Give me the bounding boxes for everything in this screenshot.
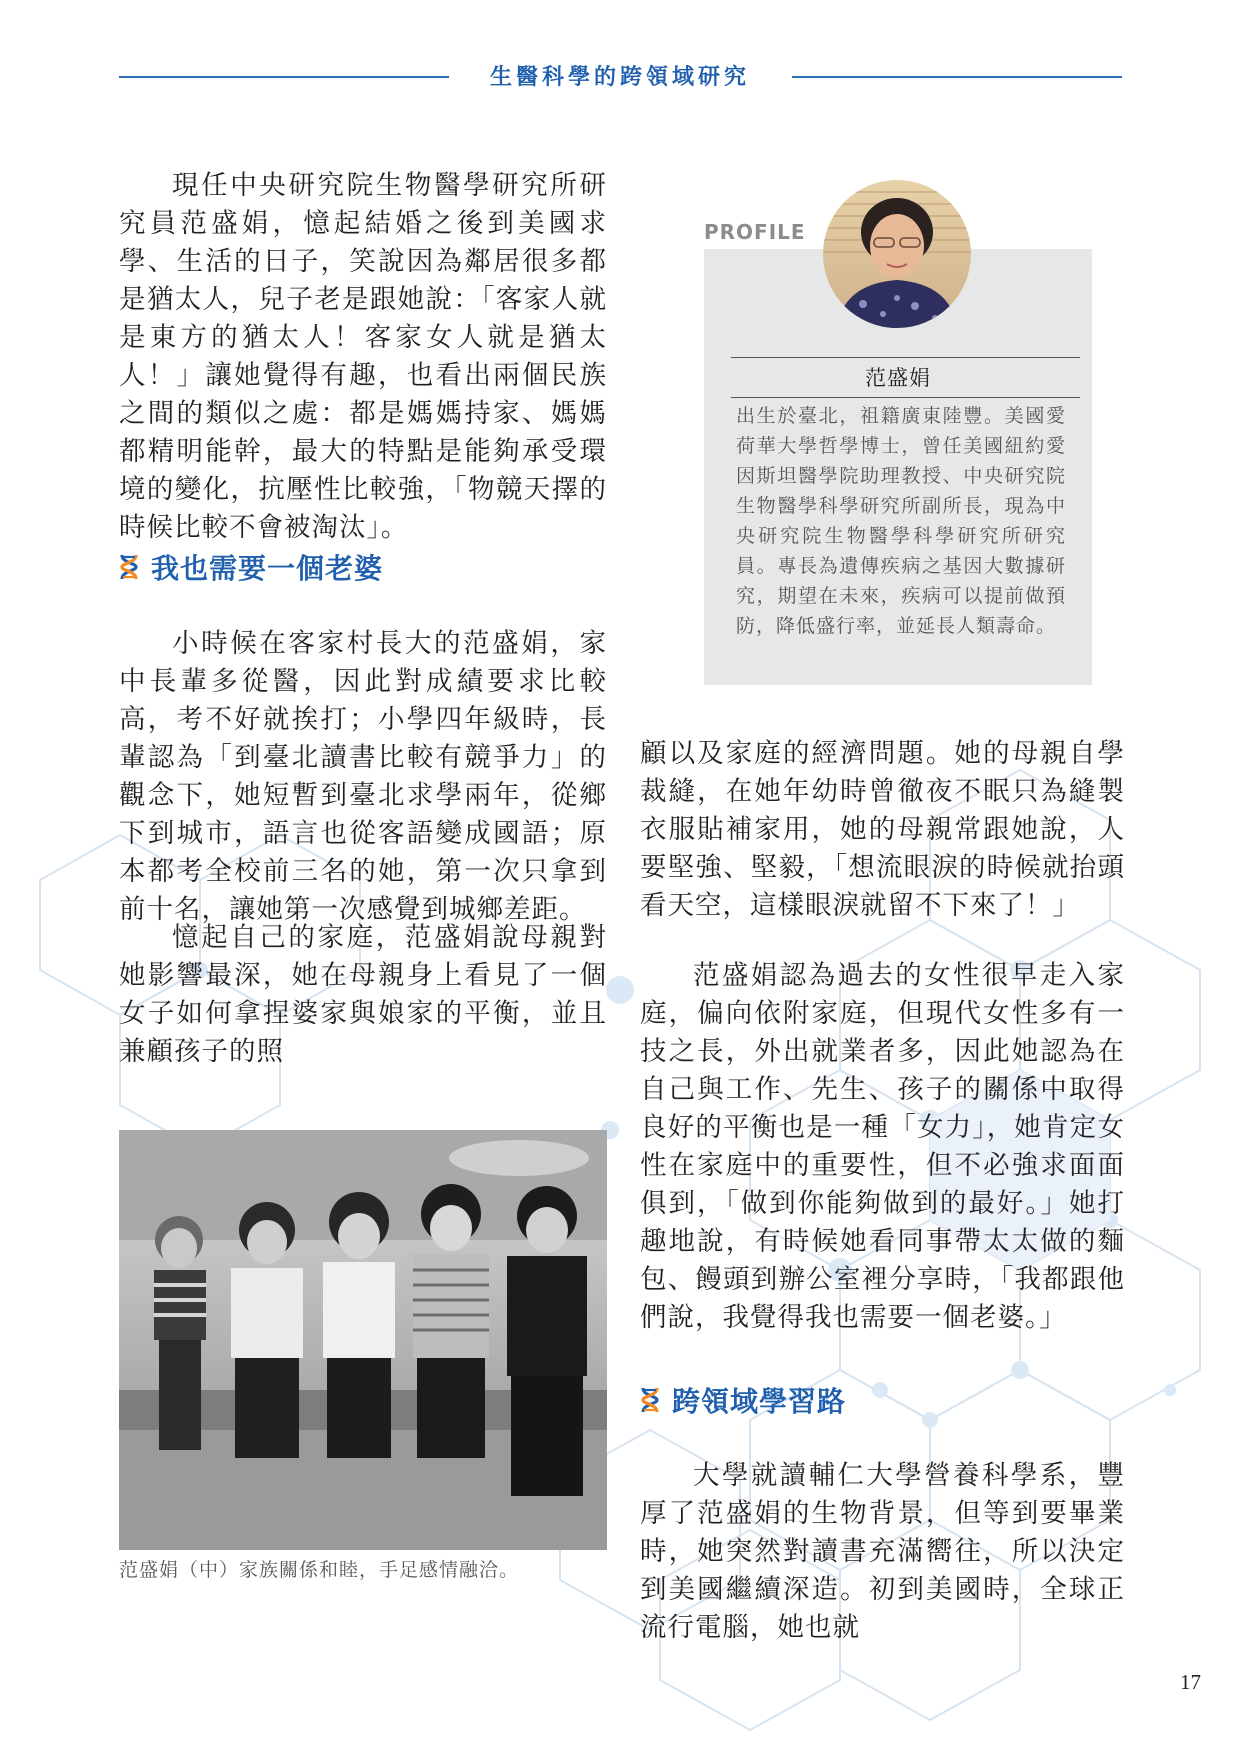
section2-paragraph-block bbox=[640, 1457, 1125, 1647]
profile-portrait bbox=[823, 180, 971, 328]
intro-paragraph: 現任中央研究院生物醫學研究所研究員范盛娟，憶起結婚之後到美國求學、生活的日子，笑說因為鄰居很多都是猶太人，兒子老是跟她說：「客家人就是東方的猶太人！客家女人就是猶太人！」讓她覺得有趣，也看出兩個民族之間的類似之處：都是媽媽持家、媽媽都精明能幹，最大的特點是能夠承受環境的變化，抗壓性比較強，「物競天擇的時候比較不會被淘汰」。 bbox=[119, 170, 607, 543]
section1-paragraph-block-2 bbox=[119, 919, 607, 1071]
family-photo-image bbox=[119, 1130, 607, 1550]
photo-caption: 范盛娟（中）家族關係和睦，手足感情融洽。 bbox=[119, 1559, 520, 1581]
section1-paragraph-2: 憶起自己的家庭，范盛娟說母親對她影響最深，她在母親身上看見了一個女子如何拿捏婆家與娘家的平衡，並且兼顧孩子的照 bbox=[119, 922, 607, 1067]
dna-icon bbox=[119, 553, 139, 581]
section1-paragraph-1: 小時候在客家村長大的范盛娟，家中長輩多從醫，因此對成績要求比較高，考不好就挨打；小學四年級時，長輩認為「到臺北讀書比較有競爭力」的觀念下，她短暫到臺北求學兩年，從鄉下到城市，語言也從客語變成國語；原本都考全校前三名的她，第一次只拿到前十名，讓她第一次感覺到城鄉差距。 bbox=[119, 628, 607, 925]
section-heading-2-text: 跨領域學習路 bbox=[672, 1385, 847, 1418]
profile-name: 范盛娟 bbox=[865, 366, 931, 390]
intro-paragraph-block bbox=[119, 167, 607, 547]
running-header-title: 生醫科學的跨領域研究 bbox=[489, 65, 750, 90]
right-continuation-block bbox=[640, 735, 1125, 925]
profile-bio: 出生於臺北，祖籍廣東陸豐。美國愛荷華大學哲學博士，曾任美國紐約愛因斯坦醫學院助理教授、中央研究院生物醫學科學研究所副所長，現為中央研究院生物醫學科學研究所研究員。專長為遺傳疾病之基因大數據研究，期望在未來，疾病可以提前做預防，降低盛行率，並延長人類壽命。 bbox=[736, 405, 1066, 637]
profile-divider-bottom bbox=[731, 397, 1080, 398]
continuation-paragraph: 顧以及家庭的經濟問題。她的母親自學裁縫，在她年幼時曾徹夜不眠只為縫製衣服貼補家用，她的母親常跟她說，人要堅強、堅毅，「想流眼淚的時候就抬頭看天空，這樣眼淚就留不下來了！」 bbox=[640, 738, 1125, 921]
section-heading-1-text: 我也需要一個老婆 bbox=[151, 552, 384, 585]
section-heading-2 bbox=[640, 1380, 846, 1420]
header-rule-right bbox=[792, 76, 1122, 78]
portrait-image bbox=[823, 180, 971, 328]
page-number: 17 bbox=[1180, 1670, 1201, 1694]
header-rule-left bbox=[119, 76, 449, 78]
section2-paragraph: 大學就讀輔仁大學營養科學系，豐厚了范盛娟的生物背景，但等到要畢業時，她突然對讀書充滿嚮往，所以決定到美國繼續深造。初到美國時，全球正流行電腦，她也就 bbox=[640, 1460, 1125, 1643]
right-paragraph-2: 范盛娟認為過去的女性很早走入家庭，偏向依附家庭，但現代女性多有一技之長，外出就業者多，因此她認為在自己與工作、先生、孩子的關係中取得良好的平衡也是一種「女力」，她肯定女性在家庭中的重要性，但不必強求面面俱到，「做到你能夠做到的最好。」她打趣地說，有時候她看同事帶太太做的麵包、饅頭到辦公室裡分享時，「我都跟他們說，我覺得我也需要一個老婆。」 bbox=[640, 960, 1125, 1333]
section-heading-1 bbox=[119, 547, 383, 587]
right-paragraph-block-2 bbox=[640, 957, 1125, 1337]
section1-paragraph-block-1 bbox=[119, 625, 607, 929]
profile-divider-top bbox=[731, 357, 1080, 358]
profile-label: PROFILE bbox=[704, 220, 806, 244]
dna-icon bbox=[640, 1386, 660, 1414]
family-photo bbox=[119, 1130, 607, 1550]
